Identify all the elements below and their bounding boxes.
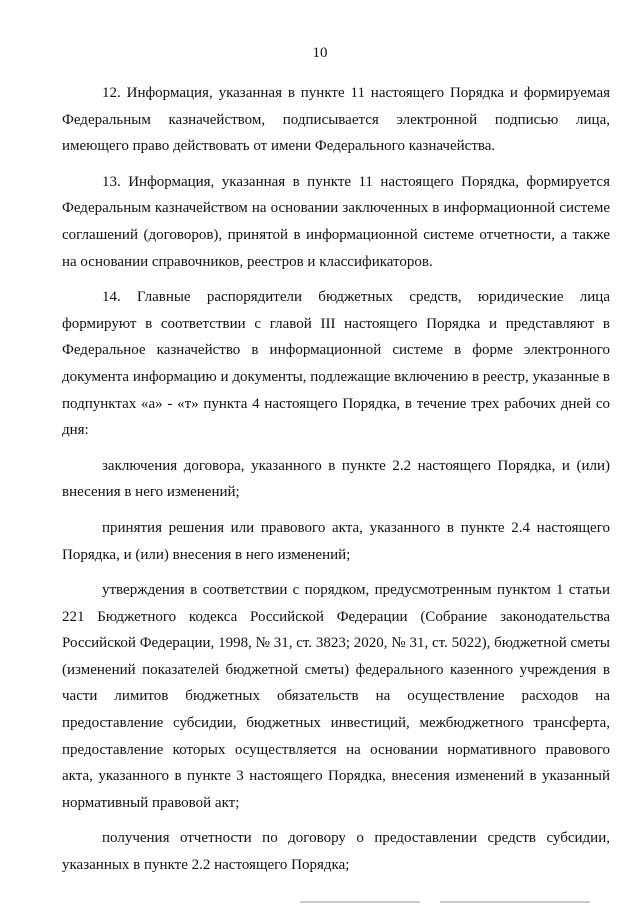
list-item-reporting: получения отчетности по договору о предоставлении средств субсидии, указанных в пункте 2.2 настоящего Порядка;	[62, 830, 610, 874]
list-item-contract: заключения договора, указанного в пункте 2.2 настоящего Порядка, и (или) внесения в него изменений;	[62, 457, 610, 501]
list-item-decision: принятия решения или правового акта, указанного в пункте 2.4 настоящего Порядка, и (или) внесения в него изменений;	[62, 519, 610, 563]
scan-edge-mark	[300, 901, 420, 903]
list-item-budget-estimate: утверждения в соответствии с порядком, предусмотренным пунктом 1 статьи 221 Бюджетного кодекса Российской Федерации (Собрание законодательства Российской Федерации, 1998, № 31, ст. 3823; 2020, № 31, ст. 5022), бюджетной сметы (изменений показателей бюджетной сметы) федерального казенного учреждения в части лимитов бюджетных обязательств на осуществление расходов на предоставление субсидии, бюджетных инвестиций, межбюджетного трансферта, предоставление которых осуществляется на основании нормативного правового акта, указанного в пункте 3 настоящего Порядка, внесения изменений в указанный нормативный правовой акт;	[62, 582, 610, 811]
paragraph-14: 14. Главные распорядители бюджетных средств, юридические лица формируют в соответствии с главой III настоящего Порядка и представляют в Федеральное казначейство в информационной системе в форме электронного документа информацию и документы, подлежащие включению в реестр, указанные в подпунктах «а» - «т» пункта 4 настоящего Порядка, в течение трех рабочих дней со дня:	[62, 289, 610, 439]
paragraph-12: 12. Информация, указанная в пункте 11 настоящего Порядка и формируемая Федеральным казначейством, подписывается электронной подписью лица, имеющего право действовать от имени Федерального казначейства.	[62, 85, 610, 155]
page-number: 10	[312, 45, 328, 61]
scan-edge-mark	[440, 901, 590, 903]
paragraph-13: 13. Информация, указанная в пункте 11 настоящего Порядка, формируется Федеральным казначейством на основании заключенных в информационной системе соглашений (договоров), принятой в информационной системе отчетности, а также на основании справочников, реестров и классификаторов.	[62, 173, 610, 270]
body-text	[62, 80, 610, 882]
